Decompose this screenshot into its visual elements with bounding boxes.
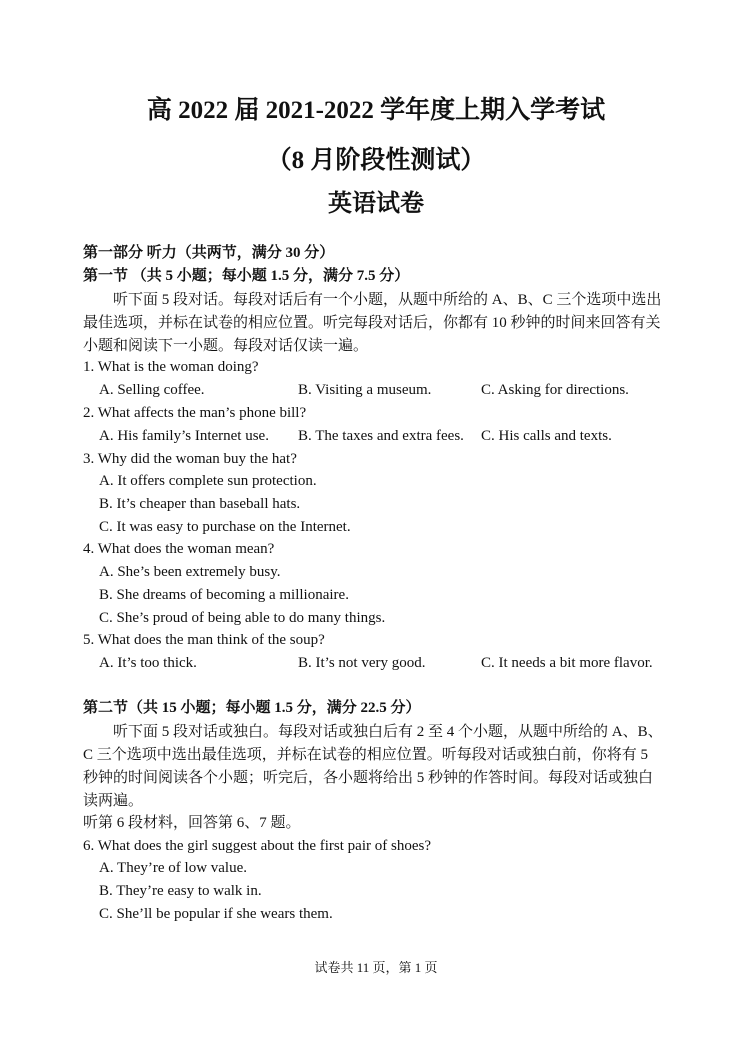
question-5-stem: 5. What does the man think of the soup?	[83, 632, 325, 648]
instruction-line: 听下面 5 段对话。每段对话后有一个小题，从题中所给的 A、B、C 三个选项中选出	[113, 292, 662, 308]
question-5-option-c: C. It needs a bit more flavor.	[481, 655, 653, 671]
question-3-option-b: B. It’s cheaper than baseball hats.	[99, 496, 301, 512]
page-footer: 试卷共 11 页，第 1 页	[314, 960, 438, 975]
question-2-option-c: C. His calls and texts.	[481, 428, 612, 444]
material-note: 听第 6 段材料，回答第 6、7 题。	[83, 815, 301, 831]
instruction-line: 秒钟的时间阅读各个小题；听完后，各小题将给出 5 秒钟的作答时间。每段对话或独白	[83, 770, 654, 786]
instruction-line: 最佳选项，并标在试卷的相应位置。听完每段对话后，你都有 10 秒钟的时间来回答有关	[83, 315, 661, 331]
question-2-option-a: A. His family’s Internet use.	[99, 428, 269, 444]
question-3-option-c: C. It was easy to purchase on the Internet.	[99, 519, 351, 535]
question-4-stem: 4. What does the woman mean?	[83, 541, 275, 557]
question-3-option-a: A. It offers complete sun protection.	[99, 473, 317, 489]
section1-heading: 第一节 （共 5 小题；每小题 1.5 分，满分 7.5 分）	[83, 268, 410, 284]
question-1-option-a: A. Selling coffee.	[99, 382, 205, 398]
question-6-stem: 6. What does the girl suggest about the first pair of shoes?	[83, 838, 431, 854]
exam-title: 高 2022 届 2021-2022 学年度上期入学考试	[146, 97, 606, 124]
question-1-option-b: B. Visiting a museum.	[298, 382, 432, 398]
instruction-line: 读两遍。	[83, 793, 144, 809]
section2-instructions	[83, 721, 669, 813]
question-1-option-c: C. Asking for directions.	[481, 382, 629, 398]
question-6-option-a: A. They’re of low value.	[99, 860, 248, 876]
question-6-option-b: B. They’re easy to walk in.	[99, 883, 262, 899]
question-4-option-b: B. She dreams of becoming a millionaire.	[99, 587, 349, 603]
question-4-option-a: A. She’s been extremely busy.	[99, 564, 281, 580]
question-5-option-b: B. It’s not very good.	[298, 655, 426, 671]
question-4-option-c: C. She’s proud of being able to do many things.	[99, 610, 386, 626]
instruction-line: 听下面 5 段对话或独白。每段对话或独白后有 2 至 4 个小题，从题中所给的 A、B、	[113, 724, 663, 740]
question-5-option-a: A. It’s too thick.	[99, 655, 197, 671]
instruction-line: C 三个选项中选出最佳选项，并标在试卷的相应位置。听每段对话或独白前，你将有 5	[83, 747, 649, 763]
instruction-line: 小题和阅读下一小题。每段对话仅读一遍。	[83, 338, 369, 354]
exam-subject: 英语试卷	[328, 191, 424, 217]
question-6-option-c: C. She’ll be popular if she wears them.	[99, 906, 333, 922]
part1-heading: 第一部分 听力（共两节，满分 30 分）	[83, 245, 335, 261]
exam-subtitle: （8 月阶段性测试）	[266, 147, 486, 174]
question-3-stem: 3. Why did the woman buy the hat?	[83, 451, 297, 467]
question-1-stem: 1. What is the woman doing?	[83, 359, 259, 375]
question-2-option-b: B. The taxes and extra fees.	[298, 428, 464, 444]
question-2-stem: 2. What affects the man’s phone bill?	[83, 405, 307, 421]
section1-instructions	[83, 289, 669, 358]
section2-heading: 第二节（共 15 小题；每小题 1.5 分，满分 22.5 分）	[83, 700, 421, 716]
